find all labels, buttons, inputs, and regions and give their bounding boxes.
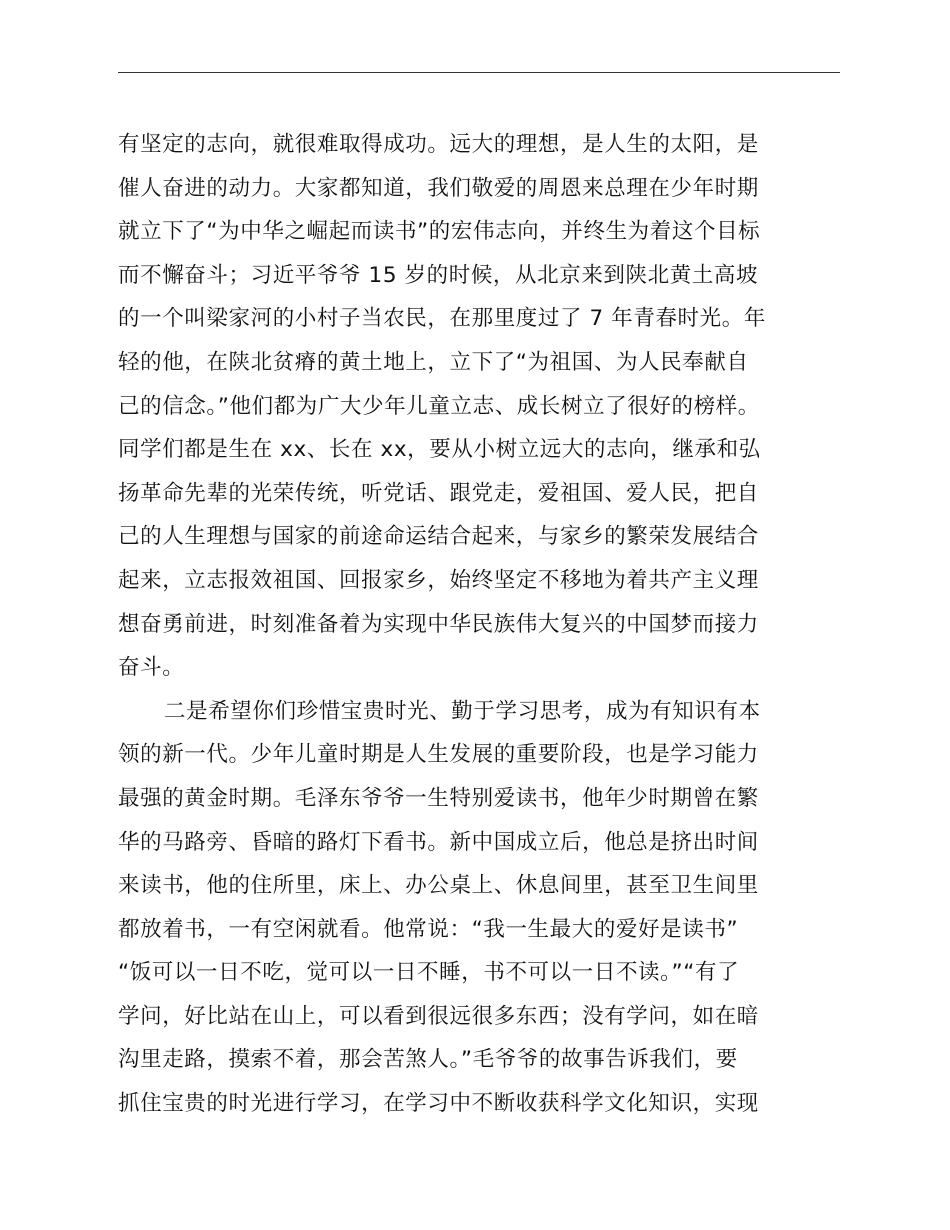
- text-line: 领的新一代。少年儿童时期是人生发展的重要阶段，也是学习能力: [118, 742, 759, 768]
- text-line: “饭可以一日不吃，觉可以一日不睡，书不可以一日不读。”“有了: [118, 960, 740, 986]
- text-line: 而不懈奋斗；习近平爷爷 15 岁的时候，从北京来到陕北黄土高坡: [118, 262, 759, 288]
- text-line: 己的信念。”他们都为广大少年儿童立志、成长树立了很好的榜样。: [118, 393, 760, 419]
- text-line: 都放着书，一有空闲就看。他常说：“我一生最大的爱好是读书”: [118, 916, 739, 942]
- body-text: [118, 123, 853, 1126]
- text-line: 己的人生理想与国家的前途命运结合起来，与家乡的繁荣发展结合: [118, 524, 759, 550]
- text-line: 沟里走路，摸索不着，那会苦煞人。”毛爷爷的故事告诉我们，要: [118, 1047, 738, 1073]
- text-line: 有坚定的志向，就很难取得成功。远大的理想，是人生的太阳，是: [118, 132, 759, 157]
- text-line: 催人奋进的动力。大家都知道，我们敬爱的周恩来总理在少年时期: [118, 175, 759, 201]
- text-line: 起来，立志报效祖国、回报家乡，始终坚定不移地为着共产主义理: [118, 567, 759, 593]
- header-rule: [118, 72, 840, 73]
- text-line: 最强的黄金时期。毛泽东爷爷一生特别爱读书，他年少时期曾在繁: [118, 785, 759, 811]
- text-line: 学问，好比站在山上，可以看到很远很多东西；没有学问，如在暗: [118, 1003, 759, 1029]
- text-line: 想奋勇前进，时刻准备着为实现中华民族伟大复兴的中国梦而接力: [118, 611, 759, 637]
- text-line: 华的马路旁、昏暗的路灯下看书。新中国成立后，他总是挤出时间: [118, 829, 759, 855]
- text-line: 奋斗。: [118, 655, 185, 681]
- text-line: 的一个叫梁家河的小村子当农民，在那里度过了 7 年青春时光。年: [118, 306, 766, 332]
- text-line: 来读书，他的住所里，床上、办公桌上、休息间里，甚至卫生间里: [118, 873, 759, 899]
- paragraph-start-line: 二是希望你们珍惜宝贵时光、勤于学习思考，成为有知识有本: [164, 698, 761, 724]
- text-line: 同学们都是生在 xx、长在 xx，要从小树立远大的志向，继承和弘: [118, 437, 761, 463]
- text-line: 就立下了“为中华之崛起而读书”的宏伟志向，并终生为着这个目标: [118, 219, 761, 245]
- text-line: 扬革命先辈的光荣传统，听党话、跟党走，爱祖国、爱人民，把自: [118, 480, 759, 506]
- text-line: 抓住宝贵的时光进行学习，在学习中不断收获科学文化知识，实现: [118, 1091, 759, 1117]
- text-line: 轻的他，在陕北贫瘠的黄土地上，立下了“为祖国、为人民奉献自: [118, 349, 749, 375]
